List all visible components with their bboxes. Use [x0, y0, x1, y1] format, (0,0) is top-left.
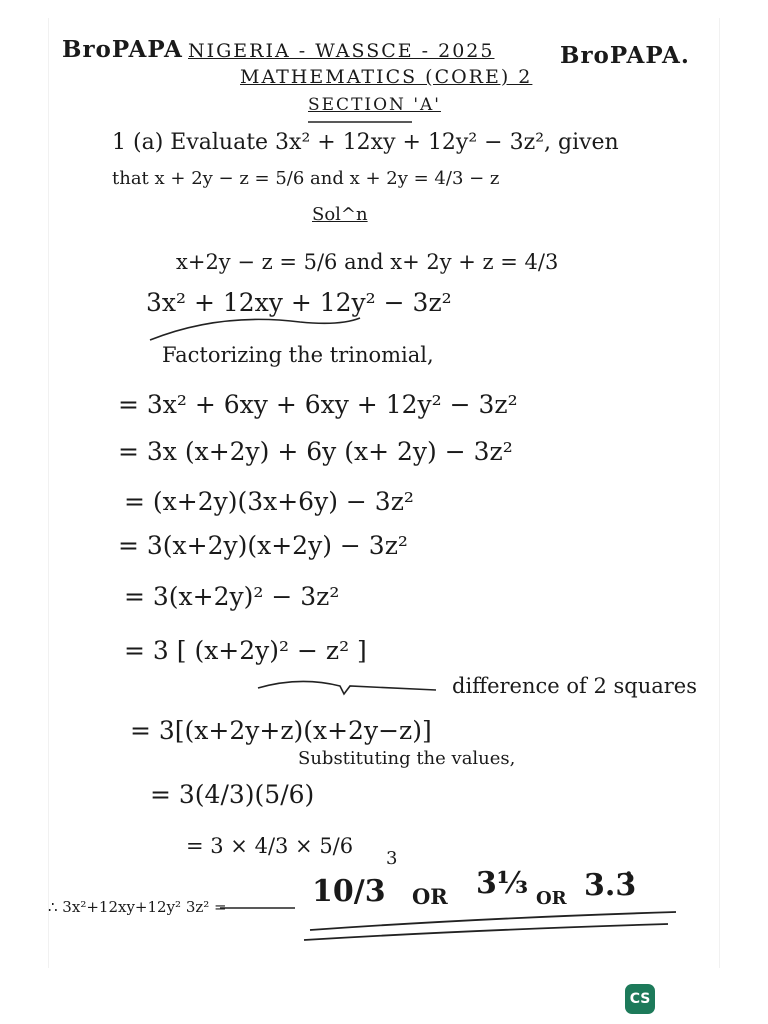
step-9-cancel-result: 3: [386, 848, 398, 869]
trinomial-brace: [150, 318, 360, 340]
step-6: = 3 [ (x+2y)² − z² ]: [124, 636, 367, 665]
difference-brace-arrow: [258, 681, 436, 694]
step-4: = 3(x+2y)(x+2y) − 3z²: [118, 531, 408, 560]
expression-line: 3x² + 12xy + 12y² − 3z²: [146, 288, 452, 317]
step-8: = 3(4/3)(5/6): [150, 780, 315, 809]
or-label-2: OR: [536, 888, 567, 909]
brand-left: BroPAPA: [62, 36, 183, 63]
question-line-2: that x + 2y − z = 5/6 and x + 2y = 4/3 − z: [112, 168, 500, 189]
answer-mixed: 3⅓: [476, 866, 528, 901]
factorizing-note: Factorizing the trinomial,: [162, 343, 434, 367]
answer-fraction: 10/3: [312, 874, 386, 909]
substituting-note: Substituting the values,: [298, 748, 516, 769]
difference-of-squares-note: difference of 2 squares: [452, 674, 697, 698]
question-line-1: 1 (a) Evaluate 3x² + 12xy + 12y² − 3z², given: [112, 130, 619, 155]
answer-underline-1: [310, 912, 676, 930]
step-2: = 3x (x+2y) + 6y (x+ 2y) − 3z²: [118, 437, 513, 466]
step-1: = 3x² + 6xy + 6xy + 12y² − 3z²: [118, 390, 518, 419]
camscanner-icon: CS: [625, 984, 655, 1014]
section-title: SECTION 'A': [308, 95, 441, 115]
answer-recurring: 3.3̇: [584, 868, 637, 903]
step-9: = 3 × 4/3 × 5/6: [186, 834, 354, 858]
solution-label: Sol^n: [312, 204, 368, 225]
step-3: = (x+2y)(3x+6y) − 3z²: [124, 487, 414, 516]
final-lhs: ∴ 3x²+12xy+12y² 3z² =: [48, 898, 227, 916]
brand-right: BroPAPA.: [560, 42, 690, 69]
given-equations: x+2y − z = 5/6 and x+ 2y + z = 4/3: [176, 250, 559, 274]
or-label-1: OR: [412, 884, 448, 909]
step-7: = 3[(x+2y+z)(x+2y−z)]: [130, 716, 432, 745]
paper-title: MATHEMATICS (CORE) 2: [240, 66, 533, 88]
exam-title: NIGERIA - WASSCE - 2025: [188, 40, 495, 62]
step-5: = 3(x+2y)² − 3z²: [124, 582, 340, 611]
